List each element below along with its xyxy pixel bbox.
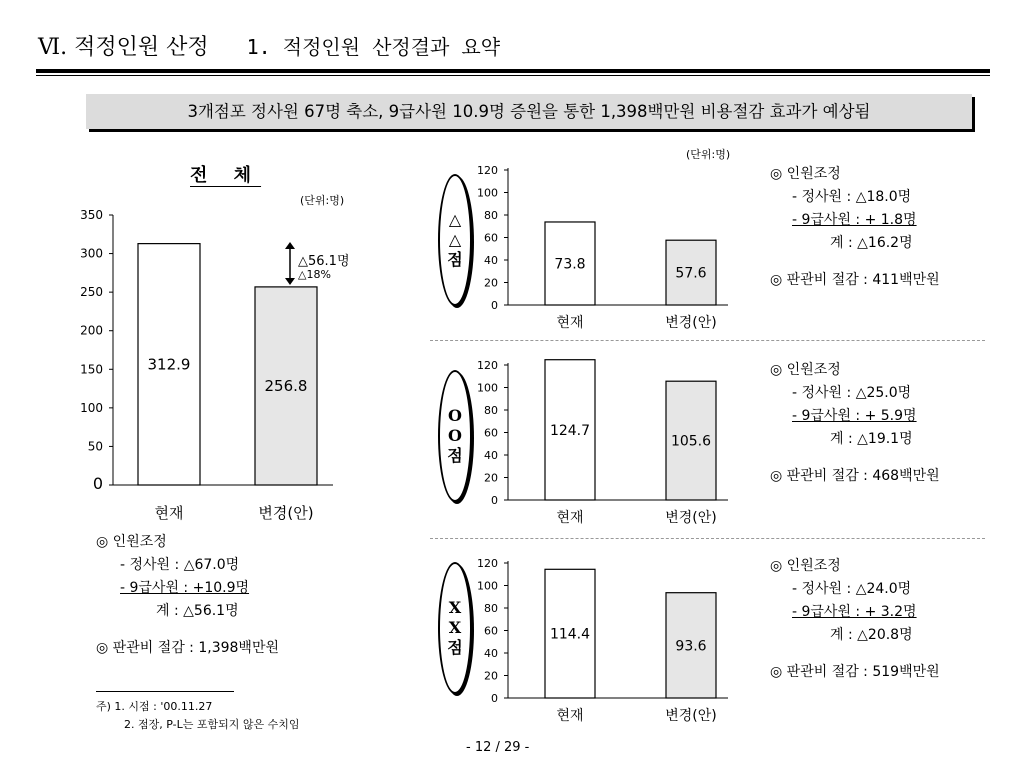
summary-heading: ◎ 인원조정 xyxy=(770,558,841,574)
y-tick-label: 20 xyxy=(484,276,498,290)
store-badge-1: △ △ 점 xyxy=(438,174,472,306)
category-label: 변경(안) xyxy=(665,708,717,724)
store-divider xyxy=(430,538,985,539)
y-tick-label: 100 xyxy=(477,381,498,395)
change-pct-label: △18% xyxy=(298,268,331,281)
summary-saving: ◎ 판관비 절감 : 1,398백만원 xyxy=(96,640,280,656)
y-tick-label: 80 xyxy=(484,404,498,417)
bar-value-label: 124.7 xyxy=(549,422,591,439)
y-tick-label: 80 xyxy=(484,602,498,615)
section-title: Ⅵ. 적정인원 산정 xyxy=(38,35,209,60)
total-chart-title: 전 체 xyxy=(190,165,262,186)
y-tick-label: 350 xyxy=(80,208,103,222)
page-title xyxy=(38,30,500,61)
summary-line-grade9: - 9급사원 : + 1.8명 xyxy=(792,212,917,228)
title-rule-thick xyxy=(36,69,990,73)
store-summary-3 xyxy=(770,555,940,684)
title-rule-thin xyxy=(36,75,990,76)
total-chart xyxy=(60,200,380,525)
y-tick-label: 80 xyxy=(484,209,498,222)
category-label: 현재 xyxy=(556,708,584,724)
y-tick-label: 0 xyxy=(491,494,498,507)
bar-value-label: 114.4 xyxy=(549,626,591,643)
summary-heading: ◎ 인원조정 xyxy=(770,362,841,378)
summary-saving: ◎ 판관비 절감 : 411백만원 xyxy=(770,272,940,288)
store-badge-2: O O 점 xyxy=(438,370,472,502)
y-tick-label: 20 xyxy=(484,669,498,683)
y-tick-label: 100 xyxy=(477,186,498,200)
store-badge-3: X X 점 xyxy=(438,562,472,694)
bar-value-label: 312.9 xyxy=(147,355,191,374)
y-tick-label: 300 xyxy=(80,246,103,261)
summary-line-regular: - 정사원 : △18.0명 xyxy=(792,189,912,205)
y-tick-label: 150 xyxy=(80,362,103,377)
y-tick-label: 40 xyxy=(484,647,498,660)
y-tick-label: 200 xyxy=(80,323,103,338)
summary-line-total: 계 : △20.8명 xyxy=(830,627,913,643)
store-summary-2 xyxy=(770,359,940,488)
footnote-line1: 주) 1. 시점 : '00.11.27 xyxy=(96,700,213,713)
category-label: 현재 xyxy=(154,504,184,522)
summary-line-total: 계 : △19.1명 xyxy=(830,431,913,447)
store-summary-1 xyxy=(770,163,940,292)
summary-line-regular: - 정사원 : △67.0명 xyxy=(120,557,240,573)
summary-saving: ◎ 판관비 절감 : 468백만원 xyxy=(770,468,940,484)
y-tick-label: 0 xyxy=(491,692,498,705)
total-unit-label: (단위:명) xyxy=(300,194,345,207)
summary-heading: ◎ 인원조정 xyxy=(96,534,167,550)
bar-value-label: 256.8 xyxy=(264,376,308,395)
category-label: 현재 xyxy=(556,510,584,526)
summary-saving: ◎ 판관비 절감 : 519백만원 xyxy=(770,664,940,680)
y-tick-label: 40 xyxy=(484,254,498,267)
category-label: 변경(안) xyxy=(258,504,314,522)
store-divider xyxy=(430,340,985,341)
bar-value-label: 73.8 xyxy=(554,256,586,273)
store-chart-3 xyxy=(470,553,760,733)
summary-line-regular: - 정사원 : △25.0명 xyxy=(792,385,912,401)
y-tick-label: 0 xyxy=(92,474,103,493)
summary-line-grade9: - 9급사원 : + 3.2명 xyxy=(792,604,917,620)
y-tick-label: 60 xyxy=(484,231,498,245)
page-number: - 12 / 29 - xyxy=(466,740,530,755)
y-tick-label: 120 xyxy=(477,164,498,177)
y-tick-label: 60 xyxy=(484,624,498,638)
stores-unit-label: (단위:명) xyxy=(686,148,731,161)
summary-line-total: 계 : △56.1명 xyxy=(156,603,239,619)
bar-value-label: 93.6 xyxy=(675,638,707,655)
y-tick-label: 120 xyxy=(477,557,498,570)
y-tick-label: 60 xyxy=(484,426,498,440)
y-tick-label: 100 xyxy=(477,579,498,593)
y-tick-label: 50 xyxy=(87,439,103,454)
subsection-title: 1. 적정인원 산정결과 요약 xyxy=(246,35,501,59)
summary-heading: ◎ 인원조정 xyxy=(770,166,841,182)
y-tick-label: 20 xyxy=(484,471,498,485)
change-value-label: △56.1명 xyxy=(298,254,350,269)
summary-line-total: 계 : △16.2명 xyxy=(830,235,913,251)
y-tick-label: 250 xyxy=(80,285,103,300)
summary-line-grade9: - 9급사원 : +10.9명 xyxy=(120,580,250,596)
headline-box: 3개점포 정사원 67명 축소, 9급사원 10.9명 증원을 통한 1,398백만원 비용절감 효과가 예상됨 xyxy=(86,94,972,129)
summary-line-regular: - 정사원 : △24.0명 xyxy=(792,581,912,597)
y-tick-label: 120 xyxy=(477,359,498,372)
y-tick-label: 0 xyxy=(491,299,498,312)
category-label: 변경(안) xyxy=(665,315,717,331)
store-chart-1 xyxy=(470,160,760,340)
bar-value-label: 57.6 xyxy=(675,265,707,282)
total-summary xyxy=(96,531,279,660)
footnote-line2: 2. 점장, P-L는 포함되지 않은 수치임 xyxy=(124,718,300,731)
change-arrow xyxy=(285,242,295,285)
category-label: 변경(안) xyxy=(665,510,717,526)
summary-line-grade9: - 9급사원 : + 5.9명 xyxy=(792,408,917,424)
store-chart-2 xyxy=(470,355,760,535)
y-tick-label: 100 xyxy=(80,400,103,415)
y-tick-label: 40 xyxy=(484,449,498,462)
category-label: 현재 xyxy=(556,315,584,331)
bar-value-label: 105.6 xyxy=(670,433,712,450)
footnote-rule xyxy=(96,691,234,692)
